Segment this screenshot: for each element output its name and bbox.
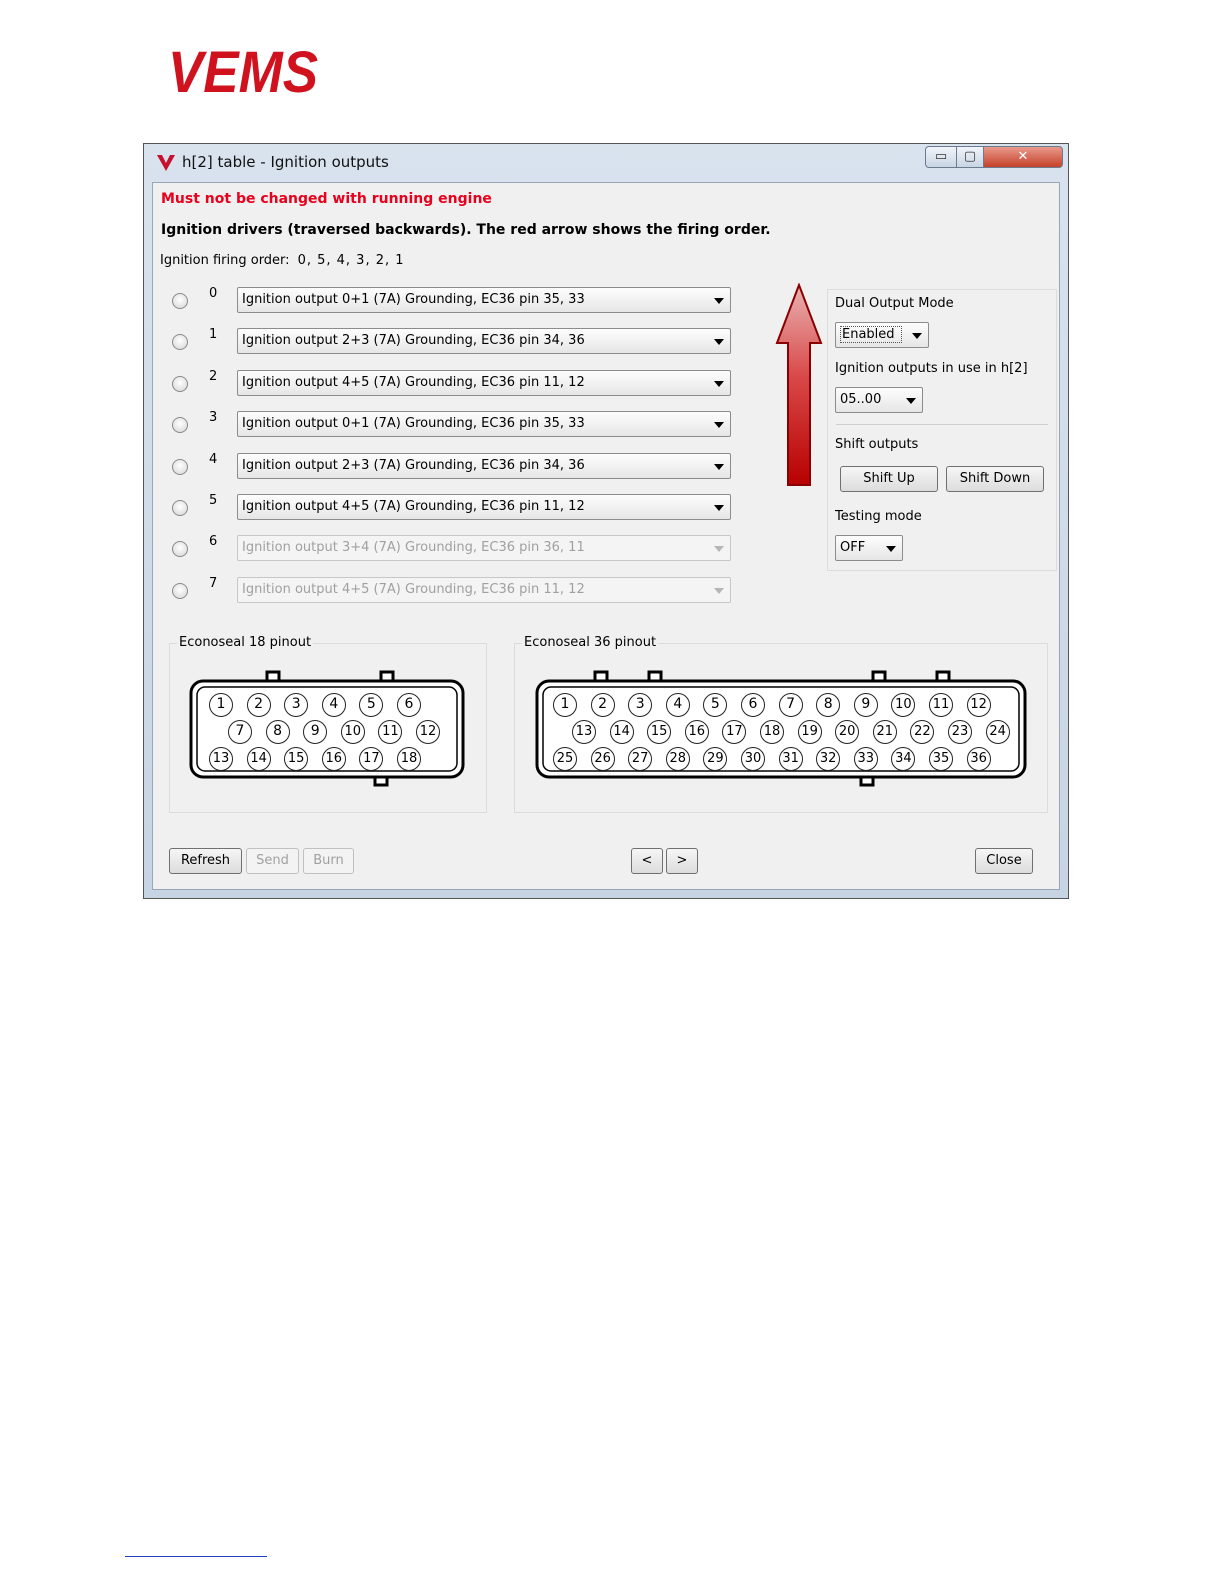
connector-pin: 6	[741, 693, 765, 717]
ignition-output-select[interactable]	[237, 453, 731, 479]
connector-pin: 12	[416, 720, 440, 744]
connector-pin: 9	[303, 720, 327, 744]
burn-button[interactable]: Burn	[303, 848, 354, 874]
send-button[interactable]: Send	[246, 848, 299, 874]
connector-pin: 18	[760, 720, 784, 744]
connector-pin: 13	[572, 720, 596, 744]
connector-pin: 24	[986, 720, 1010, 744]
connector-pin: 17	[359, 747, 383, 771]
connector-pin: 16	[685, 720, 709, 744]
shift-down-button[interactable]: Shift Down	[946, 466, 1044, 492]
maximize-icon: ▢	[963, 149, 977, 164]
connector-pin: 27	[628, 747, 652, 771]
row-radio[interactable]	[172, 417, 188, 433]
connector-pin: 3	[284, 693, 308, 717]
testing-mode-value: OFF	[840, 540, 866, 555]
connector-pin: 16	[322, 747, 346, 771]
chevron-down-icon	[714, 505, 724, 511]
connector-pin: 5	[703, 693, 727, 717]
row-radio[interactable]	[172, 583, 188, 599]
connector-pin: 31	[779, 747, 803, 771]
chevron-down-icon	[714, 298, 724, 304]
close-icon: ✕	[1017, 149, 1029, 164]
row-index: 0	[209, 286, 218, 301]
ignition-output-value: Ignition output 4+5 (7A) Grounding, EC36 pin 11, 12	[242, 374, 585, 390]
chevron-down-icon	[714, 339, 724, 345]
row-index: 3	[209, 410, 218, 426]
row-index: 6	[209, 534, 218, 550]
panel-separator	[836, 424, 1048, 425]
chevron-down-icon	[886, 546, 896, 552]
ignition-output-select[interactable]	[237, 370, 731, 396]
row-radio[interactable]	[172, 293, 188, 309]
ignition-output-value: Ignition output 2+3 (7A) Grounding, EC36 pin 34, 36	[242, 457, 585, 473]
connector-pin: 36	[967, 747, 991, 771]
dual-output-select[interactable]	[835, 322, 929, 348]
row-radio[interactable]	[172, 459, 188, 475]
connector-pin: 21	[873, 720, 897, 744]
connector-pin: 8	[816, 693, 840, 717]
econoseal36-connector	[533, 669, 1029, 791]
row-radio[interactable]	[172, 334, 188, 350]
firing-order	[160, 253, 405, 268]
connector-pin: 2	[591, 693, 615, 717]
connector-pin: 22	[910, 720, 934, 744]
chevron-down-icon	[714, 464, 724, 470]
vems-v-icon	[156, 154, 176, 172]
logo-text: VEMS	[168, 42, 319, 98]
footer-link-underline	[125, 1556, 267, 1557]
dual-output-label: Dual Output Mode	[835, 296, 954, 311]
connector-pin: 14	[247, 747, 271, 771]
connector-pin: 11	[378, 720, 402, 744]
row-radio[interactable]	[172, 376, 188, 392]
connector-pin: 28	[666, 747, 690, 771]
ignition-output-value: Ignition output 2+3 (7A) Grounding, EC36 pin 34, 36	[242, 333, 585, 349]
connector-pin: 29	[703, 747, 727, 771]
chevron-down-icon	[714, 588, 724, 594]
firing-order-value: 0, 5, 4, 3, 2, 1	[297, 253, 405, 268]
close-window-button[interactable]	[983, 146, 1063, 168]
firing-order-arrow-icon	[775, 283, 823, 489]
outputs-in-use-label: Ignition outputs in use in h[2]	[835, 361, 1028, 376]
connector-pin: 10	[891, 693, 915, 717]
connector-pin: 15	[647, 720, 671, 744]
window-client-area	[152, 182, 1060, 890]
chevron-down-icon	[906, 398, 916, 404]
ignition-output-select[interactable]	[237, 287, 731, 313]
connector-pin: 2	[247, 693, 271, 717]
connector-pin: 19	[798, 720, 822, 744]
connector-pin: 8	[266, 720, 290, 744]
connector-pin: 3	[628, 693, 652, 717]
outputs-in-use-value: 05..00	[840, 392, 882, 407]
previous-button[interactable]: <	[631, 848, 663, 874]
connector-pin: 18	[397, 747, 421, 771]
ignition-output-value: Ignition output 3+4 (7A) Grounding, EC36 pin 36, 11	[242, 540, 585, 556]
next-button[interactable]: >	[666, 848, 698, 874]
connector-pin: 4	[666, 693, 690, 717]
connector-pin: 13	[209, 747, 233, 771]
vems-logo	[166, 42, 322, 98]
close-button[interactable]: Close	[975, 848, 1033, 874]
connector-pin: 1	[209, 693, 233, 717]
chevron-down-icon	[714, 422, 724, 428]
connector-pin: 12	[967, 693, 991, 717]
connector-pin: 33	[854, 747, 878, 771]
row-index: 4	[209, 451, 218, 467]
maximize-button[interactable]	[956, 146, 984, 168]
connector-pin: 35	[929, 747, 953, 771]
ignition-outputs-window	[143, 143, 1069, 899]
ignition-output-select[interactable]	[237, 494, 731, 520]
chevron-down-icon	[912, 333, 922, 339]
ignition-output-select[interactable]	[237, 411, 731, 437]
connector-pin: 32	[816, 747, 840, 771]
row-index: 7	[209, 575, 218, 591]
title-bar[interactable]	[144, 144, 1068, 182]
connector-pin: 14	[610, 720, 634, 744]
connector-pin: 15	[284, 747, 308, 771]
refresh-button[interactable]: Refresh	[169, 848, 242, 874]
connector-pin: 23	[948, 720, 972, 744]
row-index: 1	[209, 327, 218, 343]
ignition-output-select[interactable]	[237, 535, 731, 561]
connector-pin: 11	[929, 693, 953, 717]
chevron-down-icon	[714, 381, 724, 387]
row-radio[interactable]	[172, 541, 188, 557]
connector-pin: 25	[553, 747, 577, 771]
row-radio[interactable]	[172, 500, 188, 516]
connector-pin: 4	[322, 693, 346, 717]
shift-up-button[interactable]: Shift Up	[840, 466, 938, 492]
ignition-output-value: Ignition output 0+1 (7A) Grounding, EC36 pin 35, 33	[242, 292, 585, 307]
description-text: Ignition drivers (traversed backwards). The red arrow shows the firing order.	[161, 222, 771, 238]
row-index: 2	[209, 368, 218, 384]
ignition-output-value: Ignition output 4+5 (7A) Grounding, EC36 pin 11, 12	[242, 581, 585, 597]
connector-pin: 10	[341, 720, 365, 744]
connector-pin: 34	[891, 747, 915, 771]
chevron-down-icon	[714, 546, 724, 552]
shift-outputs-label: Shift outputs	[835, 437, 919, 452]
econoseal18-connector	[187, 669, 467, 791]
warning-text: Must not be changed with running engine	[161, 191, 492, 207]
connector-pin: 1	[553, 693, 577, 717]
ignition-output-value: Ignition output 4+5 (7A) Grounding, EC36 pin 11, 12	[242, 499, 585, 514]
options-panel	[827, 289, 1057, 571]
firing-order-label: Ignition firing order:	[160, 253, 290, 268]
row-index: 5	[209, 493, 218, 508]
testing-mode-label: Testing mode	[835, 509, 922, 524]
ignition-output-select[interactable]	[237, 577, 731, 603]
connector-pin: 30	[741, 747, 765, 771]
connector-pin: 6	[397, 693, 421, 717]
connector-pin: 7	[228, 720, 252, 744]
ignition-output-select[interactable]	[237, 328, 731, 354]
minimize-icon: ▭	[934, 149, 948, 164]
connector-pin: 7	[779, 693, 803, 717]
connector-pin: 20	[835, 720, 859, 744]
ignition-output-value: Ignition output 0+1 (7A) Grounding, EC36 pin 35, 33	[242, 416, 585, 432]
econoseal18-label: Econoseal 18 pinout	[179, 635, 312, 650]
connector-pin: 5	[359, 693, 383, 717]
testing-mode-select[interactable]	[835, 535, 903, 561]
minimize-button[interactable]	[925, 146, 957, 168]
window-title: h[2] table - Ignition outputs	[182, 153, 389, 171]
connector-pin: 9	[854, 693, 878, 717]
connector-pin: 26	[591, 747, 615, 771]
econoseal36-label: Econoseal 36 pinout	[524, 635, 657, 650]
dual-output-value: Enabled	[840, 326, 902, 343]
connector-pin: 17	[722, 720, 746, 744]
outputs-in-use-select[interactable]	[835, 387, 923, 413]
